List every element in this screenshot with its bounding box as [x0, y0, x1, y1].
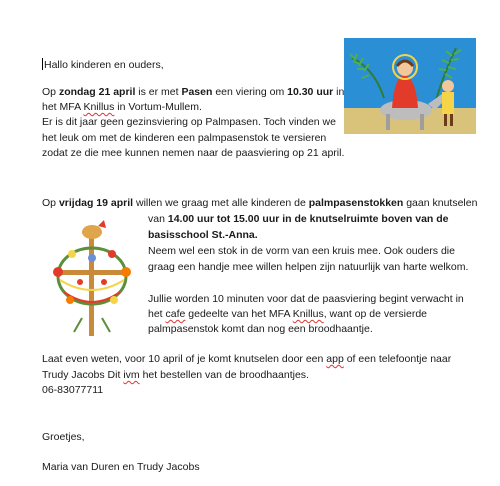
palm-sunday-image	[344, 38, 476, 134]
p1-line3: Er is dit jaar geen gezinsviering op Palmpasen. Toch vinden we	[42, 116, 336, 128]
p2-line1: Op vrijdag 19 april willen we graag met alle kinderen de palmpasenstokken gaan knutselen	[42, 197, 478, 209]
p3-line1: Jullie worden 10 minuten voor dat de paasviering begint verwacht in	[148, 293, 464, 305]
greeting: Hallo kinderen en ouders,	[44, 59, 164, 71]
signature: Maria van Duren en Trudy Jacobs	[42, 461, 200, 473]
p4-line2: Trudy Jacobs Dit ivm het bestellen van de broodhaantjes.	[42, 369, 309, 381]
p2-line3: basisschool St.-Anna.	[148, 229, 258, 241]
text-cursor	[42, 58, 43, 70]
palm-stick-image	[42, 218, 142, 338]
p1-line5: zodat ze die mee kunnen nemen naar de paasviering op 21 april.	[42, 147, 345, 159]
p1-line4: het leuk om met de kinderen een palmpasenstok te versieren	[42, 132, 327, 144]
p2-line4: Neem wel een stok in de vorm van een kruis mee. Ook ouders die	[148, 245, 455, 257]
p1-line1: Op zondag 21 april is er met Pasen een viering om 10.30 uur in	[42, 86, 345, 98]
p4-line1: Laat even weten, voor 10 april of je komt knutselen door een app of een telefoontje naar	[42, 353, 452, 365]
phone-number: 06-83077711	[42, 384, 104, 396]
p2-line5: graag een handje mee willen helpen zijn natuurlijk van harte welkom.	[148, 261, 469, 273]
p3-line3: palmpasenstok komt dan nog een broodhaantje.	[148, 323, 373, 335]
p3-line2: het cafe gedeelte van het MFA Knillus, want op de versierde	[148, 308, 428, 320]
closing: Groetjes,	[42, 431, 85, 443]
p2-line2: van 14.00 uur tot 15.00 uur in de knutselruimte boven van de	[148, 213, 449, 225]
p1-line2: het MFA Knillus in Vortum-Mullem.	[42, 101, 202, 113]
